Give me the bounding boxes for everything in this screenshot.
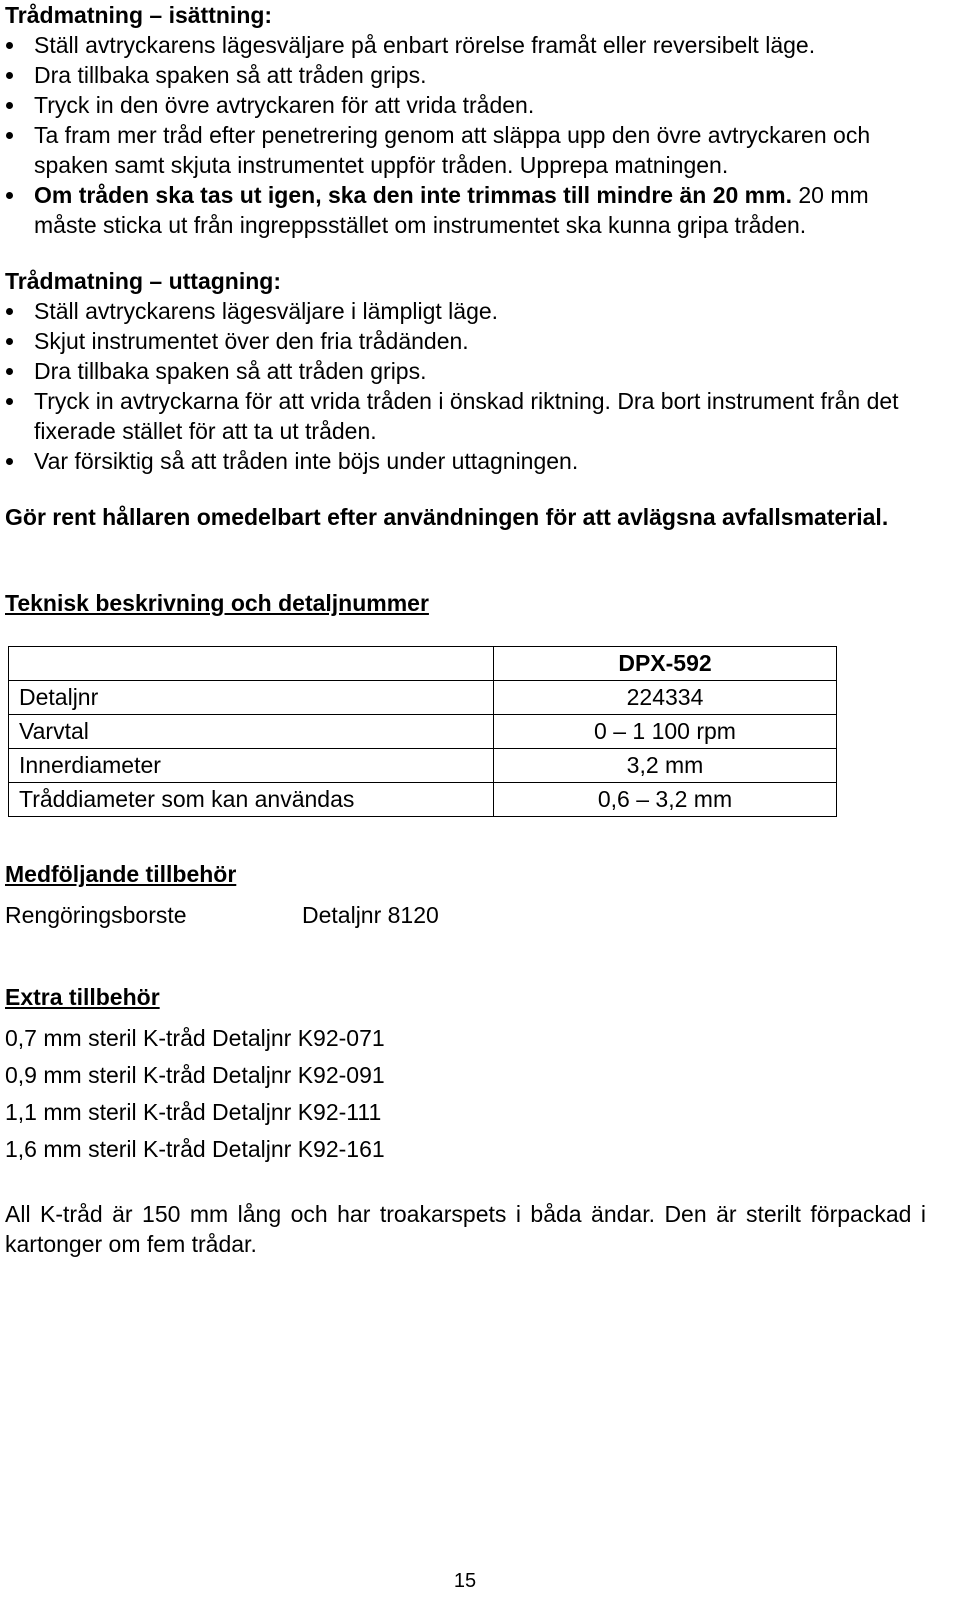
list-item: Skjut instrumentet över den fria trådänden.	[5, 326, 930, 356]
list-item: Ta fram mer tråd efter penetrering genom att släppa upp den övre avtryckaren och spaken samt skjuta instrumentet uppför tråden. Upprepa matningen.	[5, 120, 930, 180]
bullet-icon	[6, 338, 13, 345]
table-row	[9, 749, 837, 783]
table-cell: 0,6 – 3,2 mm	[494, 783, 837, 817]
bullet-icon	[6, 458, 13, 465]
removal-heading: Trådmatning – uttagning:	[5, 268, 281, 294]
extra-note: All K-tråd är 150 mm lång och har troakarspets i båda ändar. Den är sterilt förpackad i kartonger om fem trådar.	[5, 1201, 926, 1257]
table-cell	[9, 647, 494, 681]
included-part: Detaljnr 8120	[302, 902, 439, 928]
list-item: Dra tillbaka spaken så att tråden grips.	[5, 356, 930, 386]
insert-section	[5, 0, 930, 240]
table-cell: Detaljnr	[9, 681, 494, 715]
removal-section	[5, 266, 930, 476]
list-item: Ställ avtryckarens lägesväljare i lämpligt läge.	[5, 296, 930, 326]
table-row	[9, 681, 837, 715]
included-item: Rengöringsborste	[5, 902, 187, 928]
list-item: 0,7 mm steril K-tråd Detaljnr K92-071	[5, 1025, 385, 1051]
spec-heading: Teknisk beskrivning och detaljnummer	[5, 590, 429, 616]
list-item: 1,6 mm steril K-tråd Detaljnr K92-161	[5, 1136, 385, 1162]
table-cell: 3,2 mm	[494, 749, 837, 783]
bullet-icon	[6, 132, 13, 139]
table-cell: Tråddiameter som kan användas	[9, 783, 494, 817]
bullet-icon	[6, 72, 13, 79]
list-item: Tryck in avtryckarna för att vrida tråden i önskad riktning. Dra bort instrument från det fixerade stället för att ta ut tråden.	[5, 386, 930, 446]
insert-heading: Trådmatning – isättning:	[5, 2, 273, 28]
bullet-icon	[6, 42, 13, 49]
table-row	[9, 647, 837, 681]
list-item: 1,1 mm steril K-tråd Detaljnr K92-111	[5, 1099, 382, 1125]
insert-list	[5, 30, 930, 240]
list-item: Var försiktig så att tråden inte böjs under uttagningen.	[5, 446, 930, 476]
table-row	[9, 783, 837, 817]
table-cell: Varvtal	[9, 715, 494, 749]
list-item: 0,9 mm steril K-tråd Detaljnr K92-091	[5, 1062, 385, 1088]
bullet-icon	[6, 308, 13, 315]
list-item: Dra tillbaka spaken så att tråden grips.	[5, 60, 930, 90]
bullet-icon	[6, 368, 13, 375]
spec-table	[8, 646, 837, 817]
table-cell: Innerdiameter	[9, 749, 494, 783]
list-item: Ställ avtryckarens lägesväljare på enbart rörelse framåt eller reversibelt läge.	[5, 30, 930, 60]
table-row	[9, 715, 837, 749]
table-cell: 0 – 1 100 rpm	[494, 715, 837, 749]
removal-list	[5, 296, 930, 476]
list-item: Tryck in den övre avtryckaren för att vrida tråden.	[5, 90, 930, 120]
table-cell: 224334	[494, 681, 837, 715]
page-number: 15	[453, 1570, 477, 1592]
bullet-icon	[6, 192, 13, 199]
bullet-icon	[6, 398, 13, 405]
list-item: Om tråden ska tas ut igen, ska den inte trimmas till mindre än 20 mm. 20 mm måste sticka ut från ingreppsstället om instrumentet ska kunna gripa tråden.	[5, 180, 930, 240]
bullet-icon	[6, 102, 13, 109]
included-heading: Medföljande tillbehör	[5, 861, 237, 887]
clean-note: Gör rent hållaren omedelbart efter användningen för att avlägsna avfallsmaterial.	[5, 504, 889, 530]
warning-text: Om tråden ska tas ut igen, ska den inte trimmas till mindre än 20 mm.	[34, 182, 792, 208]
model-header: DPX-592	[494, 647, 837, 681]
extra-heading: Extra tillbehör	[5, 984, 160, 1010]
